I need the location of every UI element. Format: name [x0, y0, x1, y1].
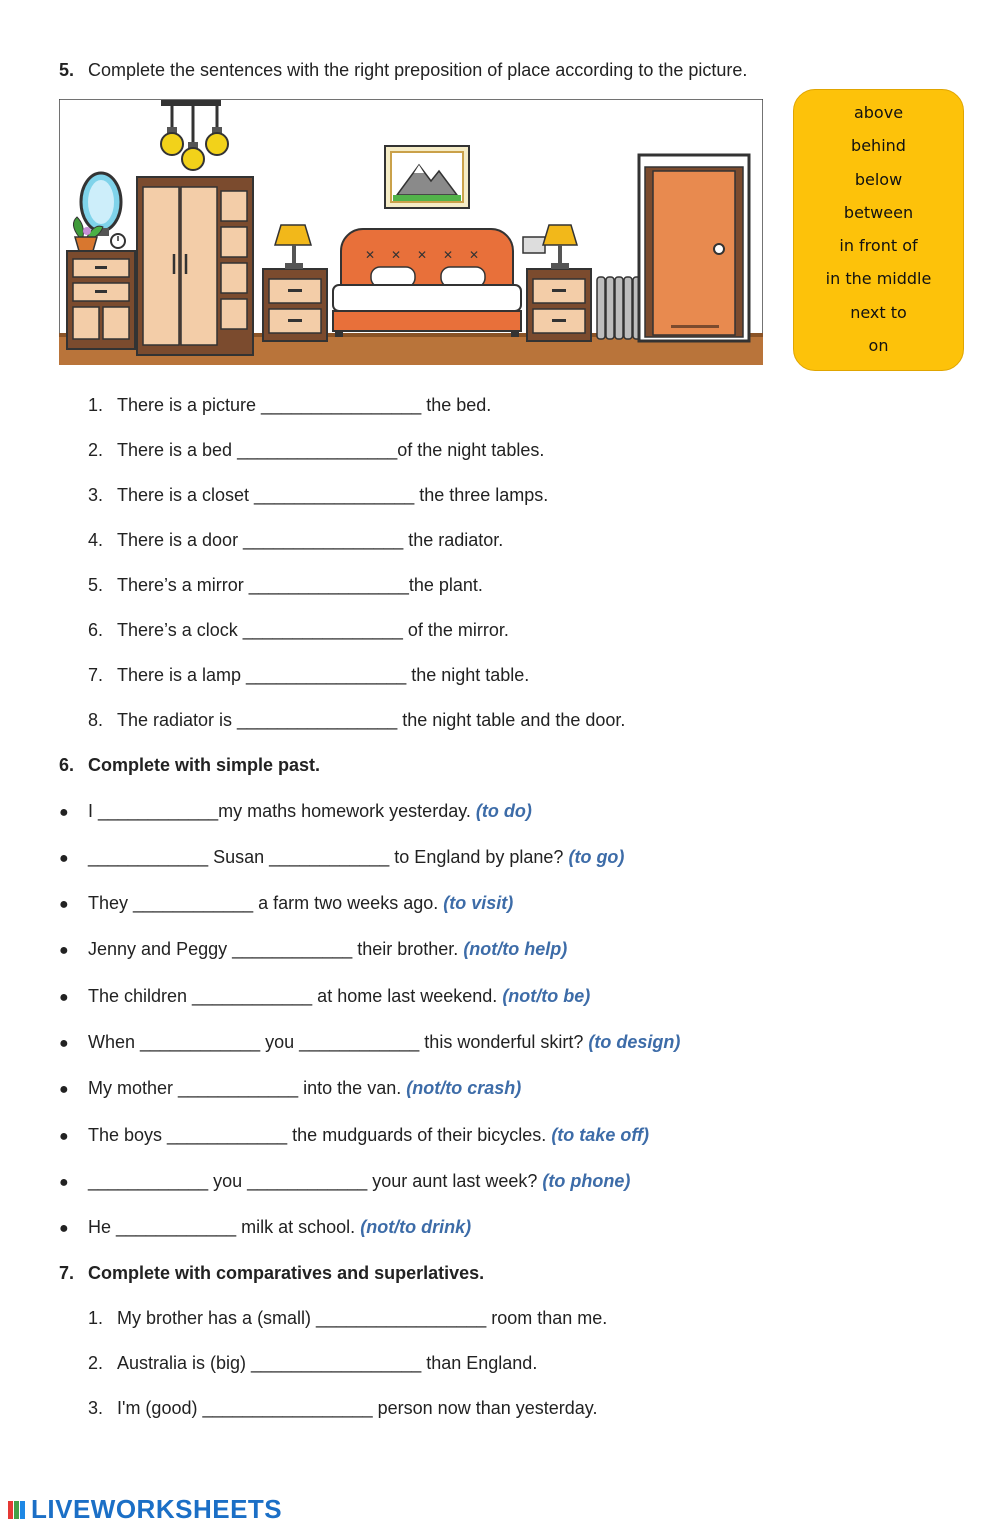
verb-hint: (to go) — [568, 847, 625, 867]
bullet: ● — [59, 1035, 69, 1052]
liveworksheets-logo[interactable] — [7, 1494, 282, 1525]
simple-past-item[interactable] — [59, 847, 624, 868]
item-number: 6. — [88, 620, 104, 640]
simple-past-item[interactable] — [59, 1171, 630, 1192]
sentence-text: He ____________ milk at school. — [88, 1217, 356, 1237]
sentence-text: They ____________ a farm two weeks ago. — [88, 893, 439, 913]
bullet: ● — [59, 942, 69, 959]
preposition-sentence[interactable] — [88, 620, 509, 641]
svg-text:✕: ✕ — [469, 248, 480, 262]
simple-past-item[interactable] — [59, 986, 590, 1007]
sentence-text: The boys ____________ the mudguards of their bicycles. — [88, 1125, 547, 1145]
sentence-text: There is a lamp ________________ the night table. — [117, 665, 530, 685]
item-number: 3. — [88, 485, 104, 505]
sentence-text: ____________ you ____________ your aunt last week? — [88, 1171, 538, 1191]
bed — [333, 229, 521, 337]
sentence-text: I ____________my maths homework yesterday. — [88, 801, 471, 821]
sentence-text: There is a picture ________________ the bed. — [117, 395, 492, 415]
word-bank-item: in front of — [839, 236, 918, 256]
radiator — [597, 277, 641, 339]
wall-socket — [523, 237, 545, 253]
sentence-text: There’s a clock ________________ of the mirror. — [117, 620, 509, 640]
preposition-sentence[interactable] — [88, 710, 625, 731]
verb-hint: (to design) — [588, 1032, 681, 1052]
section-number: 5. — [59, 60, 75, 80]
bullet: ● — [59, 989, 69, 1006]
bullet: ● — [59, 850, 69, 867]
simple-past-item[interactable] — [59, 1032, 680, 1053]
svg-text:✕: ✕ — [443, 248, 454, 262]
verb-hint: (not/to be) — [502, 986, 591, 1006]
sentence-text: The children ____________ at home last weekend. — [88, 986, 498, 1006]
item-number: 7. — [88, 665, 104, 685]
sentence-text: I'm (good) _________________ person now than yesterday. — [117, 1398, 598, 1418]
word-bank-item: next to — [850, 302, 907, 322]
bullet: ● — [59, 804, 69, 821]
comparative-item[interactable] — [88, 1308, 607, 1329]
word-bank-item: on — [868, 336, 889, 356]
word-bank-item: below — [854, 169, 903, 189]
sentence-text: Australia is (big) _________________ than England. — [117, 1353, 538, 1373]
verb-hint: (to do) — [475, 801, 532, 821]
section-number: 7. — [59, 1263, 75, 1283]
wall-picture — [385, 146, 469, 208]
bedroom-illustration — [59, 99, 763, 365]
left-night-table — [263, 269, 327, 341]
bullet: ● — [59, 1128, 69, 1145]
section-number: 6. — [59, 755, 75, 775]
section-instruction: Complete with simple past. — [88, 755, 321, 775]
svg-text:✕: ✕ — [417, 248, 428, 262]
section-instruction: Complete the sentences with the right preposition of place according to the picture. — [88, 60, 748, 80]
preposition-sentence[interactable] — [88, 395, 491, 416]
comparative-item[interactable] — [88, 1353, 537, 1374]
verb-hint: (to take off) — [551, 1125, 649, 1145]
bullet: ● — [59, 1220, 69, 1237]
word-bank-item: between — [843, 202, 914, 222]
section-instruction: Complete with comparatives and superlatives. — [88, 1263, 485, 1283]
preposition-sentence[interactable] — [88, 440, 544, 461]
simple-past-item[interactable] — [59, 1217, 471, 1238]
logo-mark-icon — [7, 1499, 29, 1521]
clock — [111, 234, 125, 248]
simple-past-item[interactable] — [59, 801, 532, 822]
sentence-text: There’s a mirror ________________the plant. — [117, 575, 483, 595]
sentence-text: My brother has a (small) _________________ room than me. — [117, 1308, 608, 1328]
simple-past-item[interactable] — [59, 1125, 649, 1146]
sentence-text: The radiator is ________________ the night table and the door. — [117, 710, 626, 730]
simple-past-item[interactable] — [59, 893, 513, 914]
word-bank-item: in the middle — [825, 269, 932, 289]
verb-hint: (to visit) — [443, 893, 514, 913]
sentence-text: There is a door ________________ the radiator. — [117, 530, 504, 550]
preposition-sentence[interactable] — [88, 665, 529, 686]
verb-hint: (not/to drink) — [360, 1217, 472, 1237]
dresser — [67, 251, 135, 349]
logo-text: LIVEWORKSHEETS — [31, 1494, 283, 1524]
word-bank-item: behind — [851, 136, 906, 156]
sentence-text: There is a closet ________________ the three lamps. — [117, 485, 549, 505]
verb-hint: (not/to crash) — [406, 1078, 522, 1098]
right-night-table — [527, 269, 591, 341]
item-number: 2. — [88, 440, 104, 460]
item-number: 5. — [88, 575, 104, 595]
bullet: ● — [59, 896, 69, 913]
section-7-title — [59, 1263, 484, 1284]
item-number: 1. — [88, 395, 104, 415]
sentence-text: When ____________ you ____________ this wonderful skirt? — [88, 1032, 584, 1052]
svg-text:✕: ✕ — [365, 248, 376, 262]
sentence-text: ____________ Susan ____________ to England by plane? — [88, 847, 564, 867]
preposition-sentence[interactable] — [88, 485, 548, 506]
item-number: 8. — [88, 710, 104, 730]
simple-past-item[interactable] — [59, 1078, 521, 1099]
preposition-sentence[interactable] — [88, 575, 483, 596]
door — [639, 155, 749, 341]
sentence-text: My mother ____________ into the van. — [88, 1078, 402, 1098]
closet — [137, 177, 253, 355]
item-number: 4. — [88, 530, 104, 550]
comparative-item[interactable] — [88, 1398, 597, 1419]
simple-past-item[interactable] — [59, 939, 567, 960]
section-5-title — [59, 60, 747, 81]
word-bank — [793, 89, 964, 371]
item-number: 1. — [88, 1308, 104, 1328]
section-6-title — [59, 755, 320, 776]
bullet: ● — [59, 1174, 69, 1191]
item-number: 3. — [88, 1398, 104, 1418]
sentence-text: There is a bed ________________of the night tables. — [117, 440, 545, 460]
preposition-sentence[interactable] — [88, 530, 503, 551]
item-number: 2. — [88, 1353, 104, 1373]
sentence-text: Jenny and Peggy ____________ their brother. — [88, 939, 459, 959]
bullet: ● — [59, 1081, 69, 1098]
verb-hint: (to phone) — [542, 1171, 631, 1191]
word-bank-item: above — [853, 103, 904, 122]
svg-text:✕: ✕ — [391, 248, 402, 262]
verb-hint: (not/to help) — [463, 939, 568, 959]
